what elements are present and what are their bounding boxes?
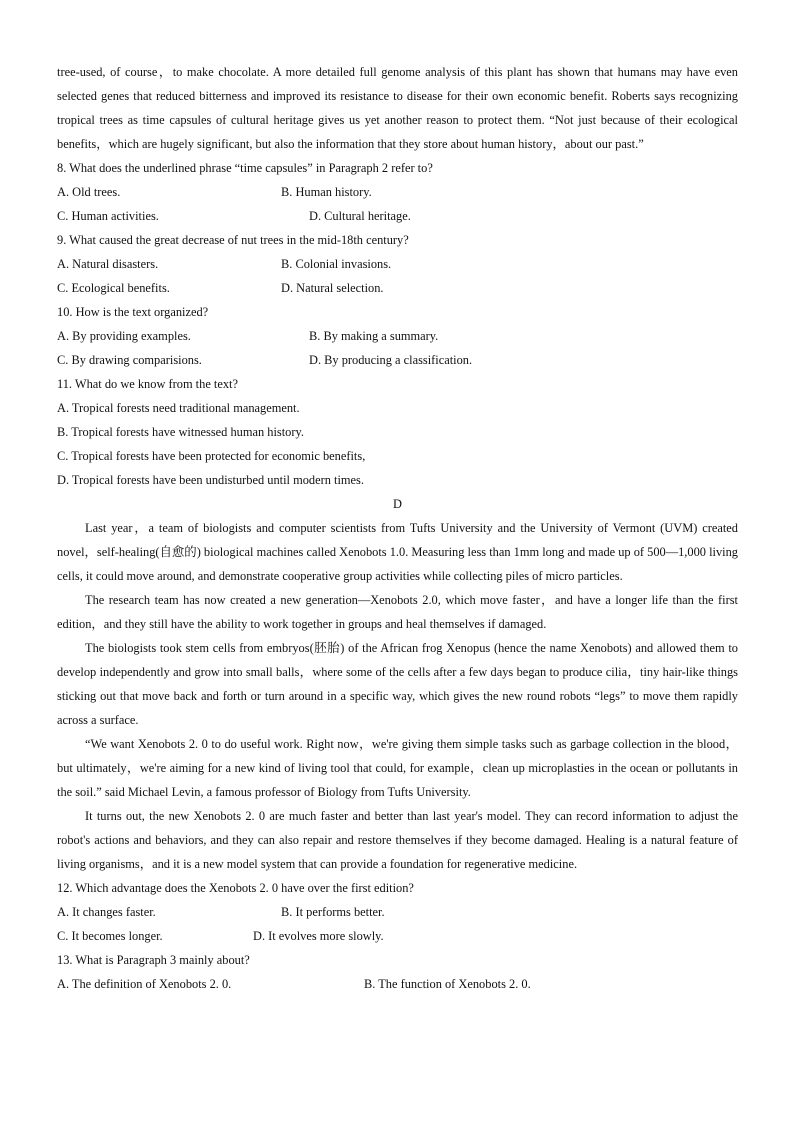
question-11-option-a[interactable]: A. Tropical forests need traditional management. [57,401,300,415]
question-12-option-d[interactable]: D. It evolves more slowly. [253,929,384,943]
question-12-options-row-1 [57,900,738,924]
passage-d-heading: D [393,497,402,511]
question-10-option-c[interactable]: C. By drawing comparisions. [57,353,202,367]
question-10-option-b[interactable]: B. By making a summary. [309,329,439,343]
question-8-options-row-1 [57,180,738,204]
question-12-option-a[interactable]: A. It changes faster. [57,905,156,919]
question-13-option-b[interactable]: B. The function of Xenobots 2. 0. [364,977,531,991]
question-12-stem: 12. Which advantage does the Xenobots 2. 0 have over the first edition? [57,881,414,895]
passage-c-closing-paragraph: tree-used, of course，to make chocolate. A more detailed full genome analysis of this plant has shown that humans may have even selected genes that reduced bitterness and improved its resistance to disease for their own economic benefit. Roberts says recognizing tropical trees as time capsules of cultural heritage gives us yet another reason to protect them. “Not just because of their ecological benefits，which are hugely significant, but also the information that they store about human history，about our past.” [57,65,738,151]
question-12-option-b[interactable]: B. It performs better. [281,905,385,919]
question-9-options-row-2 [57,276,738,300]
passage-d-paragraph-3: The biologists took stem cells from embryos(胚胎) of the African frog Xenopus (hence the name Xenobots) and allowed them to develop independently and grow into small balls，where some of the cells after a few days began to produce cilia，tiny hair-like things sticking out that move back and forth or turn around in a specific way, which gives the new round robots “legs” to move them rapidly across a surface. [57,641,738,727]
passage-d-paragraph-2: The research team has now created a new generation—Xenobots 2.0, which move faster，and have a longer life than the first edition，and they still have the ability to work together in groups and heal themselves if damaged. [57,593,738,631]
passage-d-paragraph-5: It turns out, the new Xenobots 2. 0 are much faster and better than last year's model. They can record information to adjust the robot's actions and behaviors, and they can also repair and restore themselves if they become damaged. Healing is a natural feature of living organisms，and it is a new model system that can provide a foundation for regenerative medicine. [57,809,738,871]
question-12-option-c[interactable]: C. It becomes longer. [57,929,163,943]
question-9-stem: 9. What caused the great decrease of nut trees in the mid-18th century? [57,233,409,247]
question-9-options-row-1 [57,252,738,276]
question-11-option-d[interactable]: D. Tropical forests have been undisturbed until modern times. [57,473,364,487]
question-10-options-row-2 [57,348,738,372]
question-9-option-a[interactable]: A. Natural disasters. [57,257,159,271]
question-11-option-b[interactable]: B. Tropical forests have witnessed human history. [57,425,304,439]
question-9-option-c[interactable]: C. Ecological benefits. [57,281,170,295]
passage-d-paragraph-4: “We want Xenobots 2. 0 to do useful work. Right now，we're giving them simple tasks such as garbage collection in the blood，but ultimately，we're aiming for a new kind of living tool that could, for example，clean up microplasties in the ocean or pollutants in the soil.” said Michael Levin, a famous professor of Biology from Tufts University. [57,737,738,799]
question-8-options-row-2 [57,204,738,228]
question-10-options-row-1 [57,324,738,348]
question-11-stem: 11. What do we know from the text? [57,377,238,391]
question-8-stem: 8. What does the underlined phrase “time capsules” in Paragraph 2 refer to? [57,161,433,175]
question-10-stem: 10. How is the text organized? [57,305,209,319]
question-8-option-b[interactable]: B. Human history. [281,185,372,199]
question-8-option-c[interactable]: C. Human activities. [57,209,159,223]
question-8-option-d[interactable]: D. Cultural heritage. [309,209,411,223]
question-10-option-a[interactable]: A. By providing examples. [57,329,191,343]
question-13-option-a[interactable]: A. The definition of Xenobots 2. 0. [57,977,232,991]
question-8-option-a[interactable]: A. Old trees. [57,185,121,199]
question-11-option-c[interactable]: C. Tropical forests have been protected for economic benefits, [57,449,366,463]
question-9-option-b[interactable]: B. Colonial invasions. [281,257,392,271]
question-9-option-d[interactable]: D. Natural selection. [281,281,384,295]
question-10-option-d[interactable]: D. By producing a classification. [309,353,473,367]
question-12-options-row-2 [57,924,738,948]
exam-page [57,60,738,996]
question-13-options-row-1 [57,972,738,996]
passage-d-paragraph-1: Last year，a team of biologists and computer scientists from Tufts University and the University of Vermont (UVM) created novel，self-healing(自愈的) biological machines called Xenobots 1.0. Measuring less than 1mm long and made up of 500—1,000 living cells, it could move around, and demonstrate cooperative group activities while collecting piles of micro particles. [57,521,739,583]
question-13-stem: 13. What is Paragraph 3 mainly about? [57,953,250,967]
